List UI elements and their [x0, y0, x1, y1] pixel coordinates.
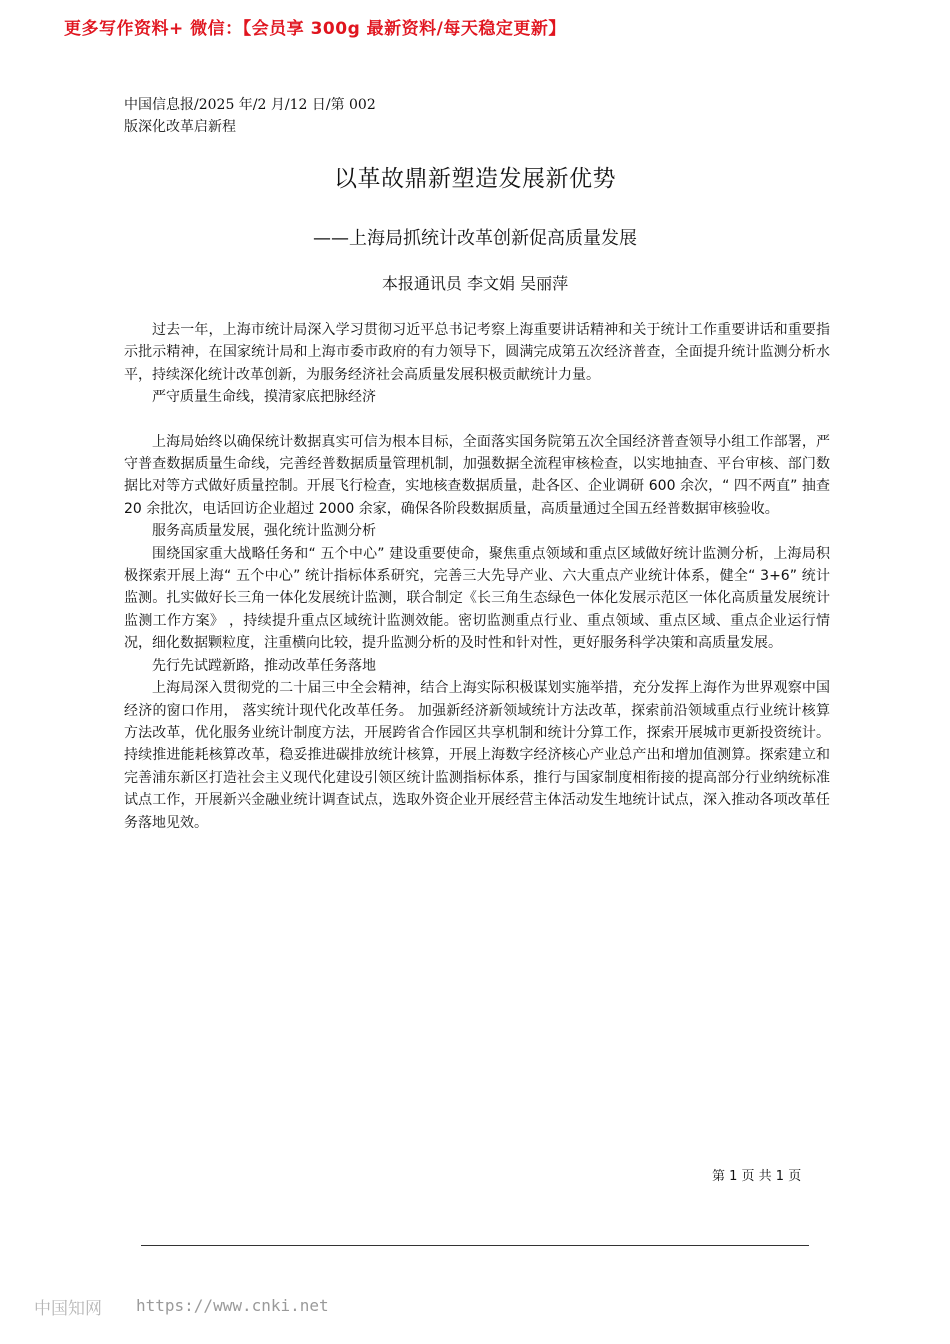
section-heading-reform: 先行先试蹚新路，推动改革任务落地: [152, 657, 376, 674]
source-citation: [124, 94, 424, 138]
article-title: 以革故鼎新塑造发展新优势: [334, 166, 616, 192]
paragraph-quality: 上海局始终以确保统计数据真实可信为根本目标，全面落实国务院第五次全国经济普查领导小组工作部署，严守普查数据质量生命线，完善经普数据质量管理机制，加强数据全流程审核检查，以实地抽查、平台审核、部门数据比对等方式做好质量控制。开展飞行检查，实地核查数据质量，赴各区、企业调研 600 余次，“ 四不两直” 抽查 20 余批次，电话回访企业超过 2000 余家，确保各阶段数据质量，高质量通过全国五经普数据审核验收。: [124, 433, 830, 517]
cnki-logo: 中国知网: [34, 1299, 102, 1319]
section-heading-monitoring: 服务高质量发展，强化统计监测分析: [152, 523, 376, 540]
promo-banner: 更多写作资料+ 微信：【会员享 300g 最新资料/每天稳定更新】: [64, 19, 566, 39]
article-body: [124, 319, 830, 834]
article-subtitle: ——上海局抓统计改革创新促高质量发展: [313, 228, 637, 249]
paragraph-intro: 过去一年，上海市统计局深入学习贯彻习近平总书记考察上海重要讲话精神和关于统计工作重要讲话和重要指示批示精神，在国家统计局和上海市委市政府的有力领导下，圆满完成第五次经济普查，全面提升统计监测分析水平，持续深化统计改革创新，为服务经济社会高质量发展积极贡献统计力量。: [124, 322, 830, 383]
paragraph-monitoring: 围绕国家重大战略任务和“ 五个中心” 建设重要使命，聚焦重点领域和重点区域做好统计监测分析，上海局积极探索开展上海“ 五个中心” 统计指标体系研究，完善三大先导产业、六大重点产业统计体系，健全“ 3+6” 统计监测。扎实做好长三角一体化发展统计监测，联合制定《长三角生态绿色一体化发展示范区一体化高质量发展统计监测工作方案》 ，持续提升重点区域统计监测效能。密切监测重点行业、重点领域、重点区域、重点企业运行情况，细化数据颗粒度，注重横向比较，提升监测分析的及时性和针对性，更好服务科学决策和高质量发展。: [124, 545, 830, 652]
article-authors: 本报通讯员 李文娟 吴丽萍: [381, 274, 569, 293]
page-number: 第 1 页 共 1 页: [712, 1169, 802, 1184]
source-line-2: 版深化改革启新程: [124, 119, 236, 135]
source-line-1: 中国信息报/2025 年/2 月/12 日/第 002: [124, 97, 376, 113]
cnki-url-link[interactable]: https://www.cnki.net: [136, 1296, 329, 1315]
footer-divider: [141, 1245, 809, 1246]
paragraph-reform: 上海局深入贯彻党的二十届三中全会精神，结合上海实际积极谋划实施举措，充分发挥上海作为世界观察中国经济的窗口作用， 落实统计现代化改革任务。 加强新经济新领域统计方法改革，探索前沿领域重点行业统计核算方法改革，优化服务业统计制度方法，开展跨省合作园区共享机制和统计分算工作，探索开展城市更新投资统计。持续推进能耗核算改革，稳妥推进碳排放统计核算，开展上海数字经济核心产业总产出和增加值测算。探索建立和完善浦东新区打造社会主义现代化建设引领区统计监测指标体系，推行与国家制度相衔接的提高部分行业纳统标准试点工作，开展新兴金融业统计调查试点，选取外资企业开展经营主体活动发生地统计试点，深入推动各项改革任务落地见效。: [124, 680, 830, 831]
section-heading-quality: 严守质量生命线，摸清家底把脉经济: [152, 389, 376, 406]
